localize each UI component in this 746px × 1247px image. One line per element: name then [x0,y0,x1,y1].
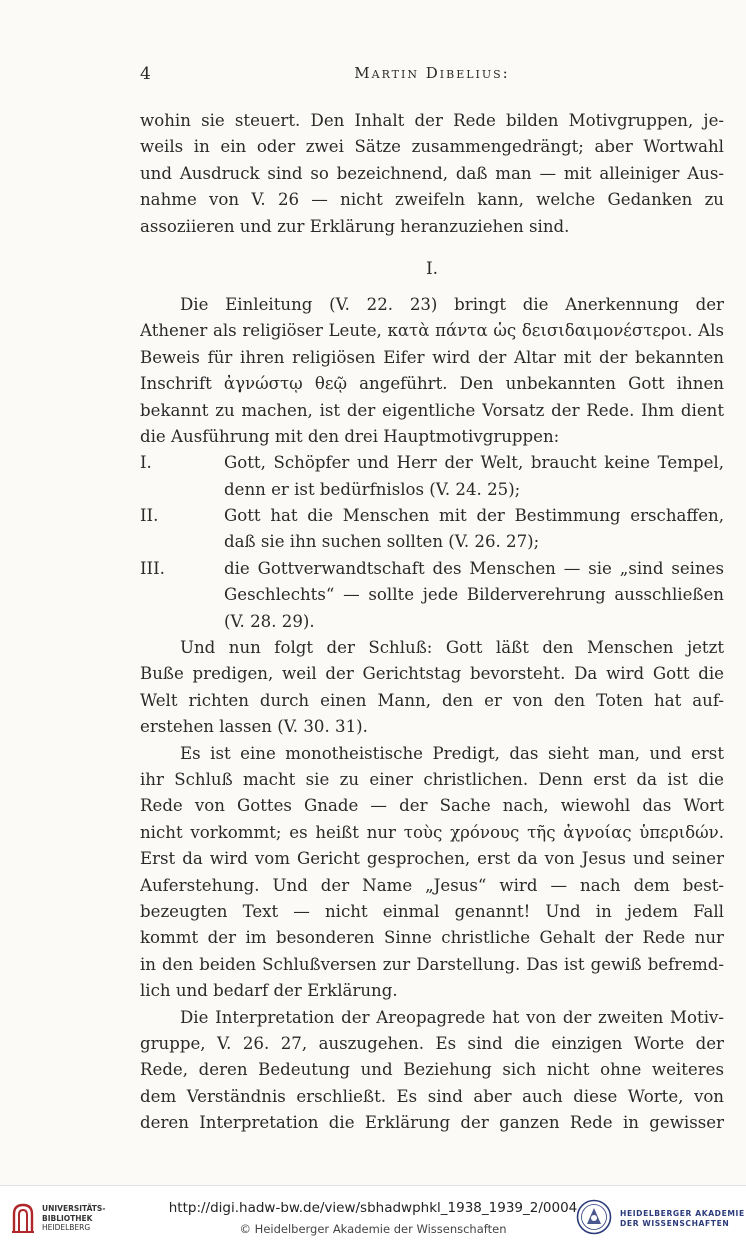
document-url-link[interactable]: http://digi.hadw-bw.de/view/sbhadwphkl_1938_1939_2/0004 [168,1200,578,1216]
paragraph-4 [140,741,724,1005]
list-item-continuation: (V. 28. 29). [224,611,315,631]
text-line: Buße predigen, weil der Gerichtstag bevorsteht. Da wird Gott die [140,664,724,684]
text-line: Auferstehung. Und der Name „Jesus“ wird — nach dem best- [140,875,724,895]
running-head [140,64,724,86]
list-number: II. [140,506,159,526]
text-line: lich und bedarf der Erklärung. [140,981,398,1001]
text-line: wohin sie steuert. Den Inhalt der Rede bilden Motivgruppen, je- [140,111,724,130]
list-item-continuation: denn er ist bedürfnislos (V. 24. 25); [224,479,521,499]
academy-seal-icon[interactable] [576,1199,612,1235]
running-title: Martin Dibelius: [354,64,510,82]
academy-line: HEIDELBERGER AKADEMIE [620,1209,745,1218]
text-line: Die Interpretation der Areopagrede hat von der zweiten Motiv- [180,1007,724,1027]
list-text: Gott hat die Menschen mit der Bestimmung erschaffen, [224,506,724,526]
text-line: nicht vorkommt; es heißt nur τοὺς χρόνους τῆς ἀγνοίας ὑπεριδών. [140,822,724,842]
text-line: assoziieren und zur Erklärung heranzuziehen sind. [140,216,570,236]
list-item [140,450,724,476]
text-line: Erst da wird vom Gericht gesprochen, erst da von Jesus und seiner [140,849,724,869]
paragraph-2 [140,292,724,450]
text-line: bekannt zu machen, ist der eigentliche Vorsatz der Rede. Ihm dient [140,400,724,420]
text-line: Die Einleitung (V. 22. 23) bringt die Anerkennung der [180,294,724,314]
text-line: in den beiden Schlußversen zur Darstellung. Das ist gewiß befremd- [140,954,724,974]
text-line: die Ausführung mit den drei Hauptmotivgruppen: [140,426,560,446]
list-item [140,556,724,582]
library-line: UNIVERSITÄTS- [42,1204,106,1213]
text-line: weils in ein oder zwei Sätze zusammengedrängt; aber Wortwahl [140,137,724,157]
text-line: Beweis für ihren religiösen Eifer wird der Altar mit der bekannten [140,347,724,367]
list-item-continuation: Geschlechts“ — sollte jede Bilderverehrung ausschließen [224,585,724,605]
text-line: und Ausdruck sind so bezeichnend, daß man — mit alleiniger Aus- [140,163,724,183]
text-line: deren Interpretation die Erklärung der ganzen Rede in gewisser [140,1113,724,1133]
text-line: kommt der im besonderen Sinne christliche Gehalt der Rede nur [140,928,724,948]
academy-name[interactable] [620,1209,745,1229]
text-line: bezeugten Text — nicht einmal genannt! Und in jedem Fall [140,901,724,921]
section-number: I. [425,258,439,279]
motif-list [140,450,724,635]
list-text: Gott, Schöpfer und Herr der Welt, braucht keine Tempel, [224,453,724,473]
text-line: erstehen lassen (V. 30. 31). [140,717,368,737]
copyright-notice: © Heidelberger Akademie der Wissenschaften [239,1222,507,1236]
text-line: Und nun folgt der Schluß: Gott läßt den Menschen jetzt [180,638,724,658]
text-line: Rede von Gottes Gnade — der Sache nach, wiewohl das Wort [140,796,724,816]
text-line: nahme von V. 26 — nicht zweifeln kann, welche Gedanken zu [140,190,724,210]
list-number: III. [140,558,165,578]
body-text [140,108,724,1136]
text-line: Athener als religiöser Leute, κατὰ πάντα ὡς δεισιδαιμονέστεροι. Als [140,321,724,341]
list-item-continuation: daß sie ihn suchen sollten (V. 26. 27); [224,532,540,552]
paragraph-1 [140,108,724,240]
paragraph-3 [140,635,724,741]
text-line: gruppe, V. 26. 27, auszugehen. Es sind die einzigen Worte der [140,1033,724,1053]
text-line: Welt richten durch einen Mann, den er von den Toten hat auf- [140,690,724,710]
list-item [140,503,724,529]
text-line: ihr Schluß macht sie zu einer christlichen. Denn erst da ist die [140,769,724,789]
viewer-footer [0,1185,746,1247]
text-line: Es ist eine monotheistische Predigt, das sieht man, und erst [180,743,724,763]
text-line: Inschrift ἀγνώστῳ θεῷ angeführt. Den unbekannten Gott ihnen [140,374,724,394]
library-line: BIBLIOTHEK [42,1213,93,1223]
library-line: HEIDELBERG [42,1223,91,1232]
paragraph-5 [140,1005,724,1137]
list-text: die Gottverwandtschaft des Menschen — sie „sind seines [224,558,724,578]
list-number: I. [140,453,152,473]
text-line: dem Verständnis erschließt. Es sind aber auch diese Worte, von [140,1086,724,1106]
text-line: Rede, deren Bedeutung und Beziehung sich nicht ohne weiteres [140,1060,724,1080]
page-number: 4 [140,64,151,84]
academy-line: DER WISSENSCHAFTEN [620,1219,730,1228]
